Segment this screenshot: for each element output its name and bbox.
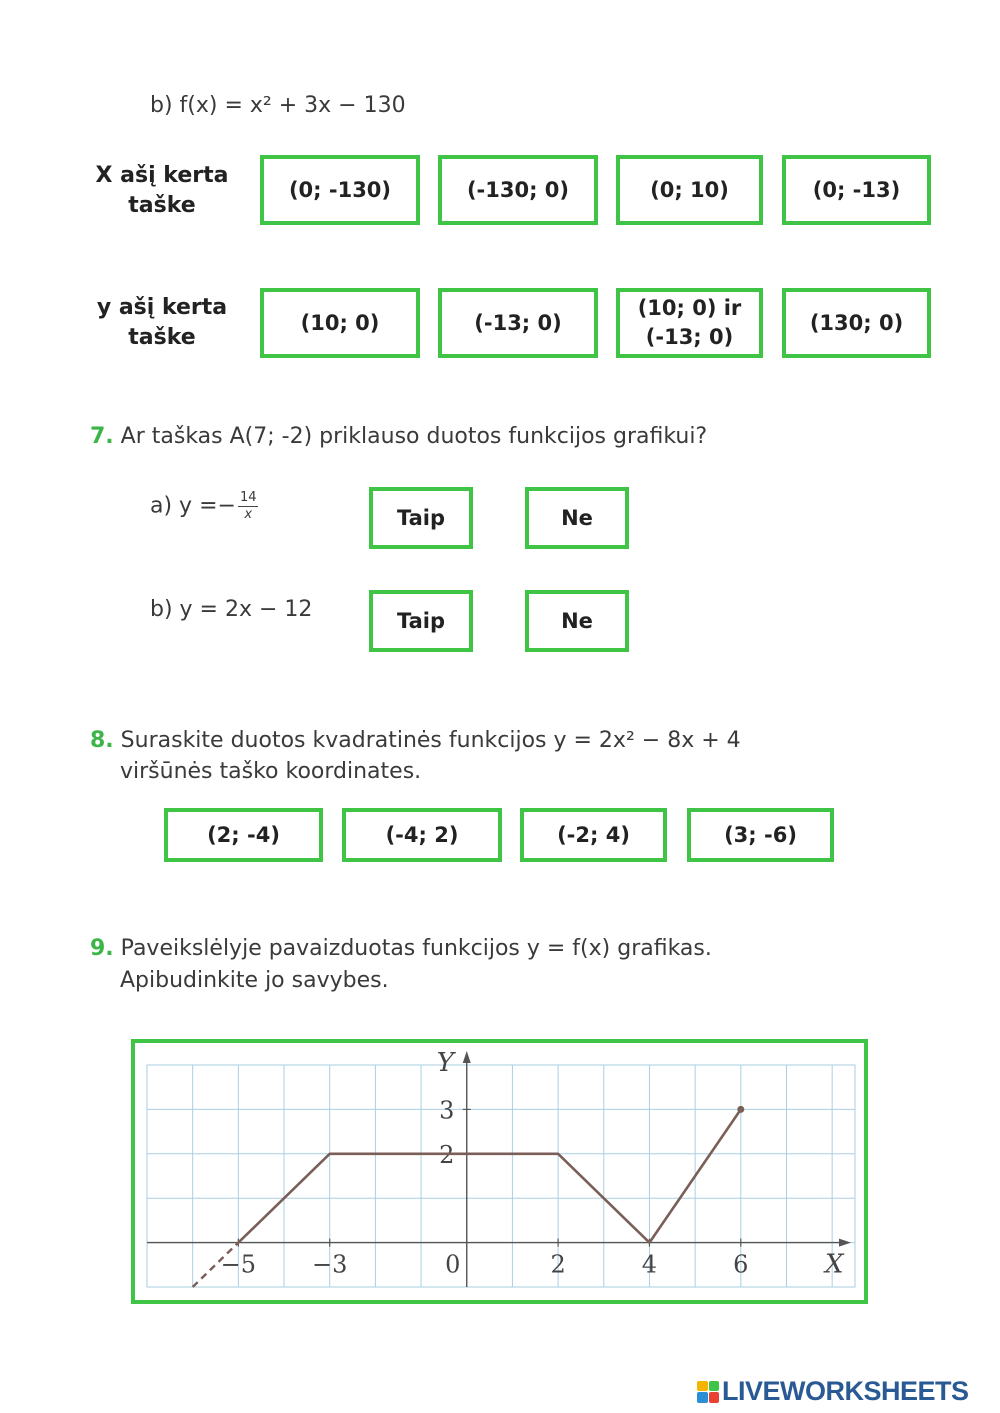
answer-option-y-3-line2: (-13; 0) [645,325,734,349]
answer-option-y-4[interactable]: (130; 0) [782,288,931,358]
x-axis-arrow [839,1239,851,1247]
answer-option-x-1[interactable]: (0; -130) [260,155,420,225]
q7-number: 7. [90,424,114,449]
answer-option-y-3[interactable] [616,288,763,358]
endpoint-dot [737,1106,744,1113]
x-axis-label: X [825,1249,844,1280]
liveworksheets-logo [697,1376,969,1407]
q7b-no-button[interactable]: Ne [525,590,629,652]
y-axis-row-label-line2: taške [128,325,196,350]
answer-option-y-2[interactable]: (-13; 0) [438,288,598,358]
q8-option-1[interactable]: (2; -4) [164,808,323,862]
q8-text-line1: Suraskite duotos kvadratinės funkcijos y = 2x² − 8x + 4 [120,728,741,753]
q9-question-line1 [90,936,712,961]
answer-option-x-2[interactable]: (-130; 0) [438,155,598,225]
y-axis-label: Y [436,1048,454,1078]
function-line [238,1109,740,1242]
x-axis-row-label-line2: taške [128,193,196,218]
x-tick-label: 0 [445,1250,461,1279]
q7-question [90,424,707,449]
answer-option-y-1[interactable]: (10; 0) [260,288,420,358]
x-tick-label: −5 [220,1250,257,1279]
answer-option-y-3-line1: (10; 0) ir [637,296,742,320]
q9-text-line2: Apibudinkite jo savybes. [120,968,389,993]
q7b-formula: b) y = 2x − 12 [150,597,313,622]
q7a-numerator: 14 [239,490,257,505]
y-axis-row-label [88,293,236,353]
y-axis-arrow [463,1051,471,1063]
y-axis-row-label-line1: y ašį kerta [96,295,228,320]
function-graph [135,1043,864,1300]
q9-text-line1: Paveikslėlyje pavaizduotas funkcijos y = f(x) grafikas. [120,936,712,961]
q7a-yes-button[interactable]: Taip [369,487,473,549]
q7a-formula [150,490,258,523]
x-tick-label: −3 [312,1250,348,1279]
x-tick-label: 2 [550,1250,566,1279]
answer-option-x-4[interactable]: (0; -13) [782,155,931,225]
y-tick-label: 3 [439,1096,455,1125]
q8-number: 8. [90,728,114,753]
q8-option-2[interactable]: (-4; 2) [342,808,502,862]
function-graph-frame [131,1039,868,1304]
y-tick-label: 2 [439,1140,455,1169]
x-axis-row-label-line1: X ašį kerta [95,163,229,188]
q8-option-4[interactable]: (3; -6) [687,808,834,862]
answer-option-x-3[interactable]: (0; 10) [616,155,763,225]
q7a-denominator: x [244,507,253,522]
q7-text: Ar taškas A(7; -2) priklauso duotos funkcijos grafikui? [120,424,708,449]
q7a-no-button[interactable]: Ne [525,487,629,549]
q7a-prefix: a) y =− [150,493,236,519]
x-tick-label: 6 [733,1250,749,1279]
q7b-yes-button[interactable]: Taip [369,590,473,652]
q8-option-3[interactable]: (-2; 4) [520,808,667,862]
q8-question-line1 [90,728,741,753]
q9-number: 9. [90,936,114,961]
q8-text-line2: viršūnės taško koordinates. [120,759,422,784]
x-tick-label: 4 [641,1250,658,1279]
logo-mark-icon [697,1381,719,1403]
logo-text: LIVEWORKSHEETS [722,1376,969,1406]
q7a-fraction [238,490,259,523]
x-axis-row-label [88,161,236,221]
q6b-prompt: b) f(x) = x² + 3x − 130 [150,93,406,118]
